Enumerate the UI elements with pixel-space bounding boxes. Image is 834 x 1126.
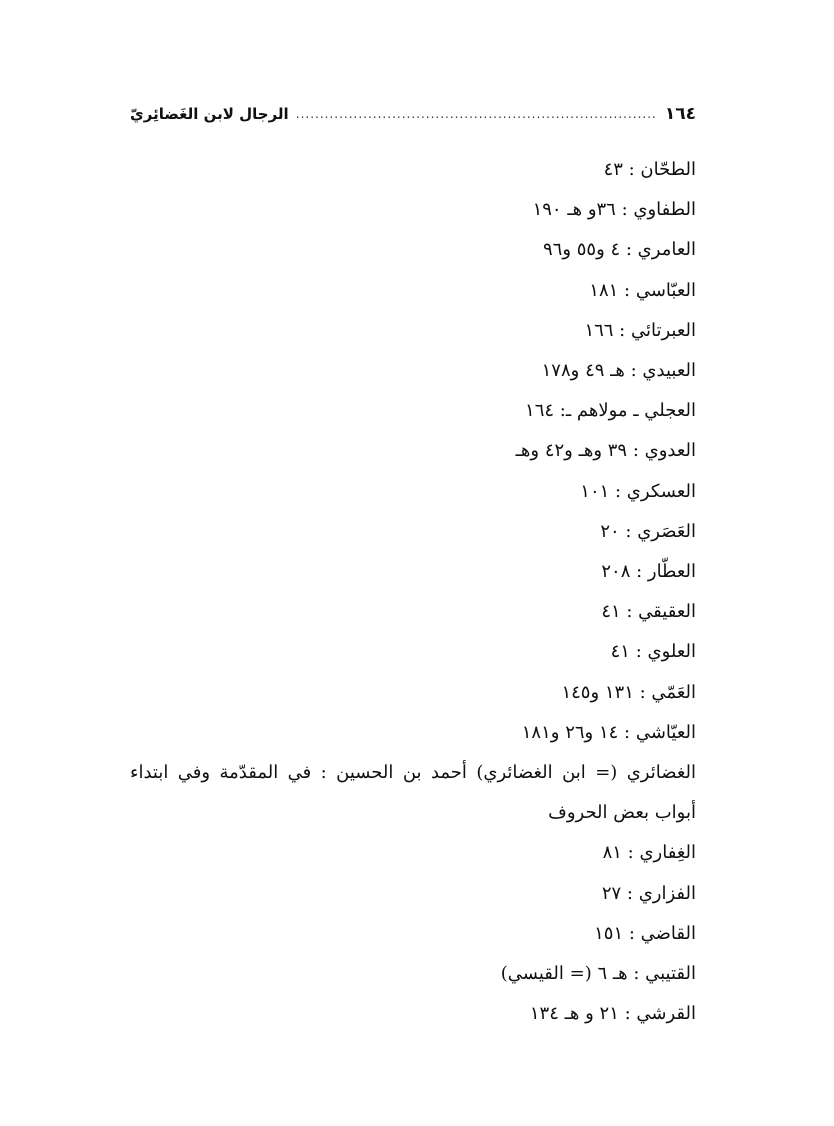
running-header [130, 100, 696, 128]
index-entry: العبيدي : هـ ٤٩ و١٧٨ [541, 360, 696, 382]
index-entry: القرشي : ٢١ و هـ ١٣٤ [529, 1003, 696, 1025]
index-entry: الطحّان : ٤٣ [603, 159, 696, 180]
index-entry: العَمّي : ١٣١ و١٤٥ [561, 681, 696, 703]
index-entry: العلوي : ٤١ [610, 641, 696, 663]
index-entry: العامري : ٤ و٥٥ و٩٦ [542, 239, 696, 261]
index-entry: العسكري : ١٠١ [580, 480, 696, 502]
index-entry: العطّار : ٢٠٨ [601, 561, 696, 583]
index-entry: العبّاسي : ١٨١ [589, 279, 696, 301]
index-entry: الغِفاري : ٨١ [602, 842, 696, 864]
index-entry: العجلي ـ مولاهم ـ: ١٦٤ [525, 400, 696, 422]
leader-dots [297, 100, 657, 128]
page-number: ١٦٤ [664, 104, 696, 124]
book-title: الرجال لابن الغَضائِريّ [130, 105, 289, 123]
index-entry: العقيقي : ٤١ [601, 601, 696, 623]
index-entry: القتيبي : هـ ٦ (= القيسي) [500, 963, 696, 985]
index-entry: العدوي : ٣٩ وهـ و٤٢ وهـ [515, 440, 696, 462]
index-entry: العبرتائي : ١٦٦ [584, 319, 696, 341]
index-entry: الفزاري : ٢٧ [601, 882, 696, 904]
index-entry: الطفاوي : ٣٦و هـ ١٩٠ [532, 199, 696, 221]
index-entry: القاضي : ١٥١ [594, 922, 696, 944]
index-entries [130, 150, 696, 1034]
index-entry: العَصَري : ٢٠ [600, 520, 696, 542]
index-entry: العيّاشي : ١٤ و٢٦ و١٨١ [521, 721, 696, 743]
index-entry: الغضائري (= ابن الغضائري) أحمد بن الحسين : في المقدّمة وفي ابتداء أبواب بعض الحروف [130, 762, 696, 824]
